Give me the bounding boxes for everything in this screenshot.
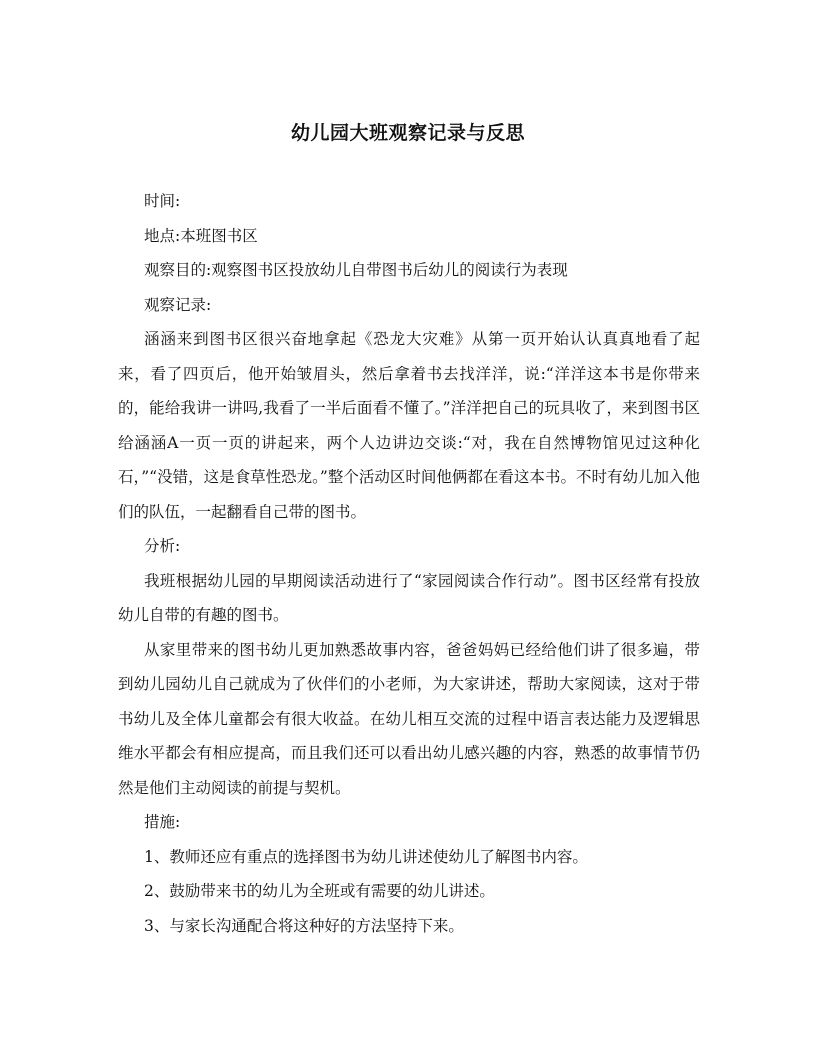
document-body <box>118 184 700 943</box>
analysis-paragraph-1: 我班根据幼儿园的早期阅读活动进行了“家园阅读合作行动”。图书区经常有投放幼儿自带的有趣的图书。 <box>118 571 700 624</box>
measures-heading: 措施: <box>144 813 181 831</box>
record-paragraph: 涵涵来到图书区很兴奋地拿起《恐龙大灾难》从第一页开始认认真真地看了起来，看了四页后，他开始皱眉头，然后拿着书去找洋洋，说:“洋洋这本书是你带来的，能给我讲一讲吗,我看了一半后面看不懂了。”洋洋把自己的玩具收了，来到图书区给涵涵A一页一页的讲起来，两个人边讲边交谈:“对，我在自然博物馆见过这种化石，”“没错，这是食草性恐龙。”整个活动区时间他俩都在看这本书。不时有幼儿加入他们的队伍，一起翻看自己带的图书。 <box>118 330 700 521</box>
analysis-heading: 分析: <box>144 537 181 555</box>
time-line: 时间: <box>144 192 181 210</box>
place-line: 地点:本班图书区 <box>144 226 258 245</box>
measure-item-3: 3、与家长沟通配合将这种好的方法坚持下来。 <box>144 916 464 935</box>
measure-item-2: 2、鼓励带来书的幼儿为全班或有需要的幼儿讲述。 <box>144 882 495 900</box>
purpose-line: 观察目的:观察图书区投放幼儿自带图书后幼儿的阅读行为表现 <box>144 261 568 279</box>
record-heading: 观察记录: <box>144 295 212 314</box>
analysis-paragraph-2: 从家里带来的图书幼儿更加熟悉故事内容，爸爸妈妈已经给他们讲了很多遍，带到幼儿园幼儿自己就成为了伙伴们的小老师，为大家讲述，帮助大家阅读，这对于带书幼儿及全体儿童都会有很大收益。在幼儿相互交流的过程中语言表达能力及逻辑思维水平都会有相应提高，而且我们还可以看出幼儿感兴趣的内容，熟悉的故事情节仍然是他们主动阅读的前提与契机。 <box>118 640 700 797</box>
document-title: 幼儿园大班观察记录与反思 <box>290 122 525 144</box>
measure-item-1: 1、教师还应有重点的选择图书为幼儿讲述使幼儿了解图书内容。 <box>144 847 588 866</box>
